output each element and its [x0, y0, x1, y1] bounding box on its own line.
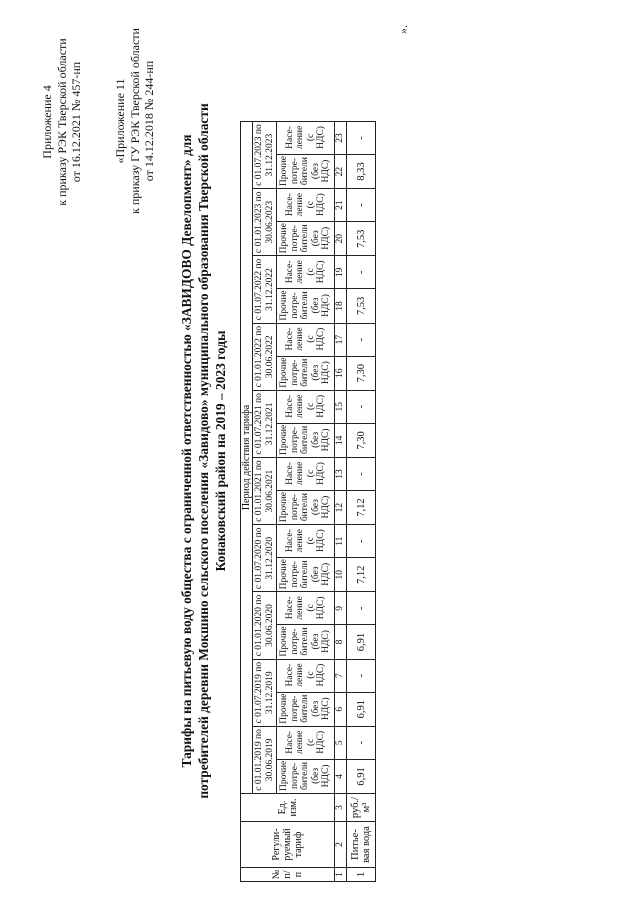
appendix-4-block [40, 32, 84, 212]
tariff-value: - [347, 457, 376, 490]
column-index: 2 [335, 822, 347, 868]
tariff-value: 7,12 [347, 558, 376, 592]
tariff-value: - [347, 592, 376, 625]
subheader-other: Прочие потре-бители (без НДС) [277, 558, 335, 592]
header-tariff: Регули-руемый тариф [241, 822, 335, 868]
tariff-value: 6,91 [347, 692, 376, 726]
column-index: 11 [335, 525, 347, 558]
subheader-population: Насе-ление (с НДС) [277, 592, 335, 625]
period-header: с 01.07.2019 по 31.12.2019 [253, 659, 277, 726]
subheader-other: Прочие потре-бители (без НДС) [277, 759, 335, 793]
tariff-table [240, 121, 376, 882]
subheader-other: Прочие потре-бители (без НДС) [277, 625, 335, 659]
document-title-line2: потребителей деревни Мокшино сельского поселения «Завидово» муниципального образования Тверской области [196, 103, 211, 799]
column-index: 16 [335, 356, 347, 390]
row-tariff: Питье-вая вода [347, 822, 376, 868]
appendix-11-title: «Приложение 11 [113, 78, 127, 164]
tariff-value: 7,53 [347, 222, 376, 256]
tariff-value: - [347, 390, 376, 423]
subheader-population: Насе-ление (с НДС) [277, 189, 335, 222]
column-index: 8 [335, 625, 347, 659]
subheader-population: Насе-ление (с НДС) [277, 390, 335, 423]
tariff-value: 7,30 [347, 423, 376, 457]
column-index: 1 [335, 868, 347, 882]
appendix-11-line2: к приказу ГУ РЭК Тверской области [127, 28, 142, 214]
appendix-4-line2: к приказу РЭК Тверской области [54, 38, 69, 206]
header-num: № п/п [241, 868, 335, 882]
tariff-value: 8,33 [347, 154, 376, 188]
subheader-other: Прочие потре-бители (без НДС) [277, 356, 335, 390]
appendix-11-block [113, 8, 157, 234]
subheader-other: Прочие потре-бители (без НДС) [277, 154, 335, 188]
column-index-row [335, 121, 347, 881]
period-header: с 01.07.2021 по 31.12.2021 [253, 390, 277, 457]
tariff-value: - [347, 726, 376, 759]
subheader-other: Прочие потре-бители (без НДС) [277, 423, 335, 457]
tariff-value: 6,91 [347, 625, 376, 659]
table-row [347, 121, 376, 881]
subheader-other: Прочие потре-бители (без НДС) [277, 490, 335, 524]
column-index: 15 [335, 390, 347, 423]
row-unit: руб./м³ [347, 794, 376, 822]
column-index: 19 [335, 256, 347, 289]
document-title-line1: Тарифы на питьевую воду общества с ограниченной ответственностью «ЗАВИДОВО Девелопмент» для [179, 134, 194, 768]
tariff-value: 7,12 [347, 490, 376, 524]
column-index: 7 [335, 659, 347, 692]
appendix-4-line3: от 16.12.2021 № 457-нп [69, 61, 83, 183]
subheader-population: Насе-ление (с НДС) [277, 323, 335, 356]
column-index: 23 [335, 121, 347, 154]
column-index: 4 [335, 759, 347, 793]
column-index: 20 [335, 222, 347, 256]
column-index: 18 [335, 289, 347, 323]
header-unit: Ед. изм. [241, 794, 335, 822]
column-index: 10 [335, 558, 347, 592]
row-num: 1 [347, 868, 376, 882]
tariff-value: 6,91 [347, 759, 376, 793]
period-header: с 01.01.2021 по 30.06.2021 [253, 457, 277, 524]
subheader-population: Насе-ление (с НДС) [277, 659, 335, 692]
tariff-value: - [347, 323, 376, 356]
subheader-other: Прочие потре-бители (без НДС) [277, 692, 335, 726]
tariff-value: 7,53 [347, 289, 376, 323]
subheader-population: Насе-ление (с НДС) [277, 525, 335, 558]
column-index: 12 [335, 490, 347, 524]
column-index: 22 [335, 154, 347, 188]
tariff-value: - [347, 189, 376, 222]
subheader-population: Насе-ление (с НДС) [277, 457, 335, 490]
column-index: 6 [335, 692, 347, 726]
period-header: с 01.07.2020 по 31.12.2020 [253, 525, 277, 592]
period-header: с 01.01.2019 по 30.06.2019 [253, 726, 277, 793]
column-index: 9 [335, 592, 347, 625]
subheader-other: Прочие потре-бители (без НДС) [277, 222, 335, 256]
document-title-line3: Конаковский район на 2019 – 2023 годы [213, 330, 228, 572]
column-index: 5 [335, 726, 347, 759]
subheader-population: Насе-ление (с НДС) [277, 121, 335, 154]
tariff-value: - [347, 525, 376, 558]
period-header: с 01.07.2023 по 31.12.2023 [253, 121, 277, 188]
period-header: с 01.01.2022 по 30.06.2022 [253, 323, 277, 390]
column-index: 17 [335, 323, 347, 356]
column-index: 14 [335, 423, 347, 457]
subheader-other: Прочие потре-бители (без НДС) [277, 289, 335, 323]
tariff-value: 7,30 [347, 356, 376, 390]
period-header: с 01.07.2022 по 31.12.2022 [253, 256, 277, 323]
document-title [178, 40, 229, 862]
tariff-value: - [347, 121, 376, 154]
column-index: 21 [335, 189, 347, 222]
tariff-value: - [347, 659, 376, 692]
subheader-population: Насе-ление (с НДС) [277, 256, 335, 289]
column-index: 3 [335, 794, 347, 822]
appendix-4-title: Приложение 4 [40, 85, 54, 159]
period-header: с 01.01.2020 по 30.06.2020 [253, 592, 277, 659]
period-header: с 01.01.2023 по 30.06.2023 [253, 189, 277, 256]
header-period-group: Период действия тарифа [241, 121, 253, 793]
subheader-population: Насе-ление (с НДС) [277, 726, 335, 759]
tariff-value: - [347, 256, 376, 289]
closing-quote-mark: ». [396, 25, 410, 34]
appendix-11-line3: от 14.12.2018 № 244-нп [142, 60, 156, 182]
column-index: 13 [335, 457, 347, 490]
